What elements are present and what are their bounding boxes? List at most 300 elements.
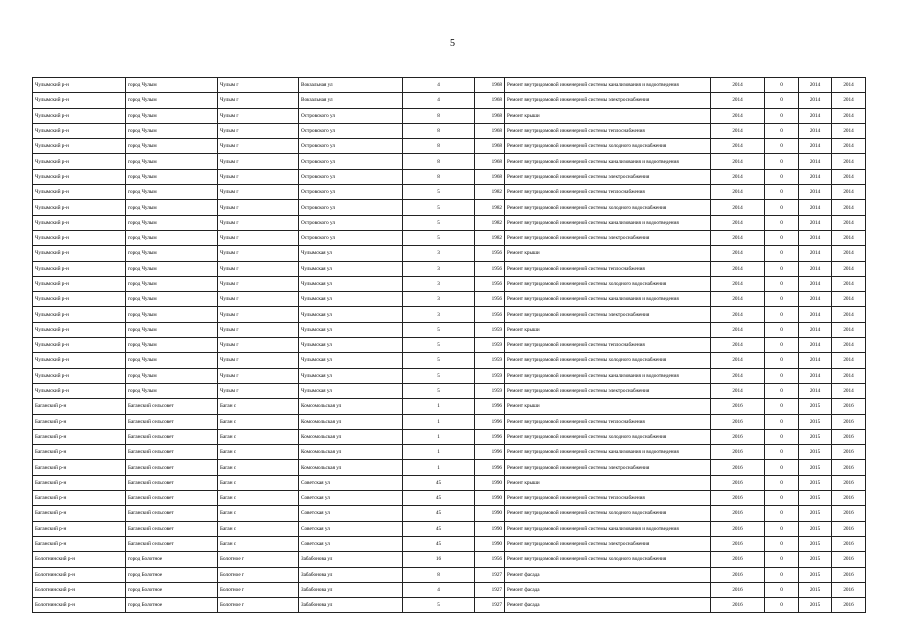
- zero-cell: 0: [765, 445, 799, 460]
- district-cell: Чулымский р-н: [33, 276, 126, 291]
- table-row: [33, 292, 866, 307]
- district-cell: Чулымский р-н: [33, 307, 126, 322]
- settlement-cell: Чулым г: [218, 78, 299, 93]
- street-cell: Островского ул: [299, 169, 403, 184]
- end-year-cell: 2014: [832, 292, 866, 307]
- start-year-cell: 2014: [799, 108, 832, 123]
- municipality-cell: Баганский сельсовет: [126, 445, 218, 460]
- start-year-cell: 2014: [799, 169, 832, 184]
- year-built-cell: 1959: [475, 338, 505, 353]
- district-cell: Баганский р-н: [33, 445, 126, 460]
- start-year-cell: 2015: [799, 414, 832, 429]
- table-row: [33, 246, 866, 261]
- district-cell: Чулымский р-н: [33, 215, 126, 230]
- street-cell: Островского ул: [299, 200, 403, 215]
- plan-year-cell: 2016: [711, 460, 765, 475]
- work-type-cell: Ремонт крыши: [505, 399, 711, 414]
- district-cell: Чулымский р-н: [33, 368, 126, 383]
- end-year-cell: 2014: [832, 185, 866, 200]
- start-year-cell: 2014: [799, 368, 832, 383]
- start-year-cell: 2014: [799, 123, 832, 138]
- plan-year-cell: 2014: [711, 383, 765, 398]
- street-cell: Островского ул: [299, 139, 403, 154]
- end-year-cell: 2014: [832, 93, 866, 108]
- work-type-cell: Ремонт крыши: [505, 108, 711, 123]
- district-cell: Чулымский р-н: [33, 338, 126, 353]
- start-year-cell: 2015: [799, 598, 832, 613]
- zero-cell: 0: [765, 552, 799, 567]
- street-cell: Чулымская ул: [299, 338, 403, 353]
- municipality-cell: город Чулым: [126, 78, 218, 93]
- table-row: [33, 169, 866, 184]
- settlement-cell: Баган с: [218, 429, 299, 444]
- street-cell: Островского ул: [299, 230, 403, 245]
- table-row: [33, 230, 866, 245]
- zero-cell: 0: [765, 230, 799, 245]
- municipality-cell: Баганский сельсовет: [126, 414, 218, 429]
- district-cell: Баганский р-н: [33, 475, 126, 490]
- district-cell: Болотнинский р-н: [33, 567, 126, 582]
- street-cell: Чулымская ул: [299, 353, 403, 368]
- year-built-cell: 1956: [475, 276, 505, 291]
- year-built-cell: 1996: [475, 414, 505, 429]
- district-cell: Баганский р-н: [33, 521, 126, 536]
- start-year-cell: 2015: [799, 552, 832, 567]
- house-number-cell: 5: [403, 185, 475, 200]
- year-built-cell: 1956: [475, 552, 505, 567]
- end-year-cell: 2014: [832, 139, 866, 154]
- street-cell: Забабонова ул: [299, 567, 403, 582]
- end-year-cell: 2014: [832, 215, 866, 230]
- settlement-cell: Болотное г: [218, 552, 299, 567]
- zero-cell: 0: [765, 582, 799, 597]
- year-built-cell: 1982: [475, 185, 505, 200]
- zero-cell: 0: [765, 521, 799, 536]
- house-number-cell: 1: [403, 429, 475, 444]
- house-number-cell: 8: [403, 154, 475, 169]
- house-number-cell: 3: [403, 292, 475, 307]
- year-built-cell: 1996: [475, 460, 505, 475]
- page-number: 5: [450, 38, 455, 49]
- municipality-cell: город Чулым: [126, 322, 218, 337]
- municipality-cell: город Чулым: [126, 139, 218, 154]
- end-year-cell: 2016: [832, 445, 866, 460]
- end-year-cell: 2014: [832, 230, 866, 245]
- municipality-cell: город Болотное: [126, 567, 218, 582]
- street-cell: Чулымская ул: [299, 292, 403, 307]
- start-year-cell: 2014: [799, 338, 832, 353]
- year-built-cell: 1990: [475, 521, 505, 536]
- street-cell: Советская ул: [299, 536, 403, 551]
- house-number-cell: 45: [403, 521, 475, 536]
- work-type-cell: Ремонт фасада: [505, 598, 711, 613]
- work-type-cell: Ремонт внутридомовой инженерной системы теплоснабжения: [505, 123, 711, 138]
- plan-year-cell: 2014: [711, 246, 765, 261]
- settlement-cell: Чулым г: [218, 108, 299, 123]
- district-cell: Чулымский р-н: [33, 139, 126, 154]
- year-built-cell: 1959: [475, 368, 505, 383]
- plan-year-cell: 2016: [711, 506, 765, 521]
- street-cell: Забабонова ул: [299, 582, 403, 597]
- plan-year-cell: 2014: [711, 139, 765, 154]
- work-type-cell: Ремонт внутридомовой инженерной системы канализования и водоотведения: [505, 521, 711, 536]
- district-cell: Чулымский р-н: [33, 123, 126, 138]
- municipality-cell: город Чулым: [126, 368, 218, 383]
- zero-cell: 0: [765, 169, 799, 184]
- year-built-cell: 1982: [475, 215, 505, 230]
- plan-year-cell: 2016: [711, 491, 765, 506]
- zero-cell: 0: [765, 108, 799, 123]
- end-year-cell: 2016: [832, 491, 866, 506]
- end-year-cell: 2014: [832, 246, 866, 261]
- work-type-cell: Ремонт внутридомовой инженерной системы теплоснабжения: [505, 414, 711, 429]
- end-year-cell: 2014: [832, 78, 866, 93]
- work-type-cell: Ремонт внутридомовой инженерной системы канализования и водоотведения: [505, 445, 711, 460]
- district-cell: Чулымский р-н: [33, 200, 126, 215]
- settlement-cell: Чулым г: [218, 230, 299, 245]
- settlement-cell: Чулым г: [218, 261, 299, 276]
- zero-cell: 0: [765, 567, 799, 582]
- year-built-cell: 1927: [475, 598, 505, 613]
- end-year-cell: 2014: [832, 338, 866, 353]
- start-year-cell: 2014: [799, 276, 832, 291]
- plan-year-cell: 2016: [711, 582, 765, 597]
- work-type-cell: Ремонт внутридомовой инженерной системы холодного водоснабжения: [505, 429, 711, 444]
- district-cell: Баганский р-н: [33, 399, 126, 414]
- settlement-cell: Баган с: [218, 399, 299, 414]
- start-year-cell: 2014: [799, 93, 832, 108]
- house-number-cell: 45: [403, 475, 475, 490]
- zero-cell: 0: [765, 399, 799, 414]
- house-number-cell: 5: [403, 230, 475, 245]
- street-cell: Островского ул: [299, 123, 403, 138]
- plan-year-cell: 2016: [711, 399, 765, 414]
- zero-cell: 0: [765, 215, 799, 230]
- table-row: [33, 399, 866, 414]
- zero-cell: 0: [765, 139, 799, 154]
- municipality-cell: город Чулым: [126, 261, 218, 276]
- end-year-cell: 2014: [832, 322, 866, 337]
- year-built-cell: 1996: [475, 399, 505, 414]
- start-year-cell: 2015: [799, 536, 832, 551]
- year-built-cell: 1968: [475, 93, 505, 108]
- table-row: [33, 200, 866, 215]
- table-row: [33, 552, 866, 567]
- municipality-cell: город Чулым: [126, 338, 218, 353]
- plan-year-cell: 2016: [711, 552, 765, 567]
- municipality-cell: Баганский сельсовет: [126, 536, 218, 551]
- plan-year-cell: 2014: [711, 261, 765, 276]
- settlement-cell: Чулым г: [218, 154, 299, 169]
- street-cell: Чулымская ул: [299, 383, 403, 398]
- end-year-cell: 2014: [832, 123, 866, 138]
- work-type-cell: Ремонт внутридомовой инженерной системы канализования и водоотведения: [505, 292, 711, 307]
- year-built-cell: 1968: [475, 169, 505, 184]
- work-type-cell: Ремонт внутридомовой инженерной системы электроснабжения: [505, 93, 711, 108]
- start-year-cell: 2015: [799, 582, 832, 597]
- district-cell: Баганский р-н: [33, 506, 126, 521]
- municipality-cell: город Чулым: [126, 185, 218, 200]
- table-row: [33, 123, 866, 138]
- table-row: [33, 139, 866, 154]
- settlement-cell: Чулым г: [218, 93, 299, 108]
- start-year-cell: 2014: [799, 261, 832, 276]
- municipality-cell: город Чулым: [126, 353, 218, 368]
- street-cell: Островского ул: [299, 154, 403, 169]
- house-number-cell: 3: [403, 307, 475, 322]
- table-row: [33, 93, 866, 108]
- district-cell: Баганский р-н: [33, 460, 126, 475]
- zero-cell: 0: [765, 322, 799, 337]
- plan-year-cell: 2014: [711, 230, 765, 245]
- plan-year-cell: 2014: [711, 215, 765, 230]
- district-cell: Чулымский р-н: [33, 108, 126, 123]
- zero-cell: 0: [765, 185, 799, 200]
- district-cell: Чулымский р-н: [33, 353, 126, 368]
- year-built-cell: 1959: [475, 383, 505, 398]
- plan-year-cell: 2014: [711, 307, 765, 322]
- settlement-cell: Чулым г: [218, 246, 299, 261]
- year-built-cell: 1968: [475, 108, 505, 123]
- municipality-cell: город Чулым: [126, 215, 218, 230]
- zero-cell: 0: [765, 460, 799, 475]
- plan-year-cell: 2014: [711, 169, 765, 184]
- zero-cell: 0: [765, 123, 799, 138]
- settlement-cell: Баган с: [218, 414, 299, 429]
- end-year-cell: 2016: [832, 460, 866, 475]
- district-cell: Баганский р-н: [33, 491, 126, 506]
- district-cell: Чулымский р-н: [33, 383, 126, 398]
- year-built-cell: 1982: [475, 200, 505, 215]
- work-type-cell: Ремонт внутридомовой инженерной системы холодного водоснабжения: [505, 139, 711, 154]
- table-row: [33, 215, 866, 230]
- settlement-cell: Чулым г: [218, 292, 299, 307]
- house-number-cell: 1: [403, 445, 475, 460]
- start-year-cell: 2014: [799, 185, 832, 200]
- house-number-cell: 5: [403, 598, 475, 613]
- work-type-cell: Ремонт внутридомовой инженерной системы холодного водоснабжения: [505, 506, 711, 521]
- table-row: [33, 598, 866, 613]
- street-cell: Комсомольская ул: [299, 460, 403, 475]
- zero-cell: 0: [765, 506, 799, 521]
- settlement-cell: Чулым г: [218, 368, 299, 383]
- year-built-cell: 1990: [475, 475, 505, 490]
- zero-cell: 0: [765, 246, 799, 261]
- house-number-cell: 1: [403, 399, 475, 414]
- district-cell: Чулымский р-н: [33, 322, 126, 337]
- end-year-cell: 2016: [832, 582, 866, 597]
- house-number-cell: 5: [403, 338, 475, 353]
- table-row: [33, 475, 866, 490]
- house-number-cell: 3: [403, 261, 475, 276]
- year-built-cell: 1968: [475, 154, 505, 169]
- year-built-cell: 1956: [475, 261, 505, 276]
- end-year-cell: 2014: [832, 200, 866, 215]
- work-type-cell: Ремонт фасада: [505, 567, 711, 582]
- year-built-cell: 1968: [475, 139, 505, 154]
- municipality-cell: Баганский сельсовет: [126, 521, 218, 536]
- year-built-cell: 1956: [475, 307, 505, 322]
- end-year-cell: 2016: [832, 567, 866, 582]
- municipality-cell: город Болотное: [126, 598, 218, 613]
- house-number-cell: 1: [403, 414, 475, 429]
- start-year-cell: 2014: [799, 200, 832, 215]
- street-cell: Вокзальная ул: [299, 78, 403, 93]
- plan-year-cell: 2014: [711, 123, 765, 138]
- zero-cell: 0: [765, 383, 799, 398]
- zero-cell: 0: [765, 491, 799, 506]
- street-cell: Вокзальная ул: [299, 93, 403, 108]
- start-year-cell: 2014: [799, 307, 832, 322]
- work-type-cell: Ремонт крыши: [505, 246, 711, 261]
- settlement-cell: Чулым г: [218, 307, 299, 322]
- house-number-cell: 45: [403, 491, 475, 506]
- settlement-cell: Баган с: [218, 506, 299, 521]
- table-row: [33, 521, 866, 536]
- street-cell: Островского ул: [299, 185, 403, 200]
- plan-year-cell: 2016: [711, 445, 765, 460]
- year-built-cell: 1968: [475, 78, 505, 93]
- plan-year-cell: 2014: [711, 338, 765, 353]
- table-row: [33, 491, 866, 506]
- year-built-cell: 1990: [475, 506, 505, 521]
- municipality-cell: Баганский сельсовет: [126, 506, 218, 521]
- municipality-cell: Баганский сельсовет: [126, 429, 218, 444]
- street-cell: Чулымская ул: [299, 322, 403, 337]
- street-cell: Островского ул: [299, 108, 403, 123]
- district-cell: Болотнинский р-н: [33, 582, 126, 597]
- district-cell: Чулымский р-н: [33, 230, 126, 245]
- settlement-cell: Чулым г: [218, 383, 299, 398]
- house-number-cell: 8: [403, 567, 475, 582]
- year-built-cell: 1959: [475, 322, 505, 337]
- street-cell: Забабонова ул: [299, 552, 403, 567]
- settlement-cell: Чулым г: [218, 276, 299, 291]
- start-year-cell: 2015: [799, 460, 832, 475]
- zero-cell: 0: [765, 475, 799, 490]
- municipality-cell: город Чулым: [126, 307, 218, 322]
- table-row: [33, 108, 866, 123]
- zero-cell: 0: [765, 414, 799, 429]
- municipality-cell: город Чулым: [126, 383, 218, 398]
- end-year-cell: 2016: [832, 552, 866, 567]
- start-year-cell: 2014: [799, 78, 832, 93]
- year-built-cell: 1996: [475, 429, 505, 444]
- work-type-cell: Ремонт внутридомовой инженерной системы теплоснабжения: [505, 491, 711, 506]
- year-built-cell: 1968: [475, 123, 505, 138]
- zero-cell: 0: [765, 292, 799, 307]
- street-cell: Чулымская ул: [299, 368, 403, 383]
- end-year-cell: 2014: [832, 169, 866, 184]
- street-cell: Комсомольская ул: [299, 399, 403, 414]
- plan-year-cell: 2016: [711, 521, 765, 536]
- plan-year-cell: 2014: [711, 353, 765, 368]
- year-built-cell: 1927: [475, 582, 505, 597]
- table-row: [33, 261, 866, 276]
- start-year-cell: 2014: [799, 154, 832, 169]
- start-year-cell: 2014: [799, 139, 832, 154]
- district-cell: Баганский р-н: [33, 536, 126, 551]
- municipality-cell: город Болотное: [126, 552, 218, 567]
- table-row: [33, 460, 866, 475]
- house-number-cell: 4: [403, 93, 475, 108]
- zero-cell: 0: [765, 154, 799, 169]
- table-row: [33, 78, 866, 93]
- house-number-cell: 5: [403, 353, 475, 368]
- table-row: [33, 338, 866, 353]
- end-year-cell: 2016: [832, 598, 866, 613]
- zero-cell: 0: [765, 598, 799, 613]
- year-built-cell: 1927: [475, 567, 505, 582]
- repair-schedule-table: [32, 77, 866, 613]
- street-cell: Комсомольская ул: [299, 414, 403, 429]
- start-year-cell: 2015: [799, 567, 832, 582]
- district-cell: Чулымский р-н: [33, 246, 126, 261]
- table-row: [33, 536, 866, 551]
- plan-year-cell: 2014: [711, 78, 765, 93]
- plan-year-cell: 2016: [711, 475, 765, 490]
- municipality-cell: город Чулым: [126, 108, 218, 123]
- house-number-cell: 4: [403, 582, 475, 597]
- settlement-cell: Чулым г: [218, 185, 299, 200]
- work-type-cell: Ремонт крыши: [505, 322, 711, 337]
- settlement-cell: Чулым г: [218, 353, 299, 368]
- plan-year-cell: 2016: [711, 414, 765, 429]
- house-number-cell: 3: [403, 276, 475, 291]
- street-cell: Чулымская ул: [299, 307, 403, 322]
- settlement-cell: Баган с: [218, 491, 299, 506]
- start-year-cell: 2015: [799, 491, 832, 506]
- street-cell: Советская ул: [299, 475, 403, 490]
- district-cell: Чулымский р-н: [33, 78, 126, 93]
- table-body: [33, 78, 866, 613]
- work-type-cell: Ремонт внутридомовой инженерной системы теплоснабжения: [505, 338, 711, 353]
- house-number-cell: 5: [403, 200, 475, 215]
- district-cell: Баганский р-н: [33, 429, 126, 444]
- table-row: [33, 368, 866, 383]
- house-number-cell: 8: [403, 108, 475, 123]
- plan-year-cell: 2014: [711, 322, 765, 337]
- house-number-cell: 8: [403, 169, 475, 184]
- zero-cell: 0: [765, 78, 799, 93]
- municipality-cell: город Чулым: [126, 93, 218, 108]
- house-number-cell: 4: [403, 78, 475, 93]
- settlement-cell: Баган с: [218, 521, 299, 536]
- start-year-cell: 2014: [799, 215, 832, 230]
- municipality-cell: город Чулым: [126, 276, 218, 291]
- street-cell: Чулымская ул: [299, 276, 403, 291]
- end-year-cell: 2016: [832, 506, 866, 521]
- work-type-cell: Ремонт внутридомовой инженерной системы канализования и водоотведения: [505, 368, 711, 383]
- plan-year-cell: 2014: [711, 276, 765, 291]
- house-number-cell: 5: [403, 368, 475, 383]
- start-year-cell: 2014: [799, 230, 832, 245]
- municipality-cell: Баганский сельсовет: [126, 491, 218, 506]
- start-year-cell: 2015: [799, 429, 832, 444]
- work-type-cell: Ремонт внутридомовой инженерной системы канализования и водоотведения: [505, 215, 711, 230]
- table-row: [33, 322, 866, 337]
- work-type-cell: Ремонт внутридомовой инженерной системы электроснабжения: [505, 307, 711, 322]
- start-year-cell: 2014: [799, 292, 832, 307]
- municipality-cell: Баганский сельсовет: [126, 475, 218, 490]
- street-cell: Советская ул: [299, 521, 403, 536]
- house-number-cell: 5: [403, 383, 475, 398]
- street-cell: Чулымская ул: [299, 246, 403, 261]
- district-cell: Чулымский р-н: [33, 185, 126, 200]
- table-row: [33, 567, 866, 582]
- work-type-cell: Ремонт внутридомовой инженерной системы электроснабжения: [505, 460, 711, 475]
- end-year-cell: 2016: [832, 429, 866, 444]
